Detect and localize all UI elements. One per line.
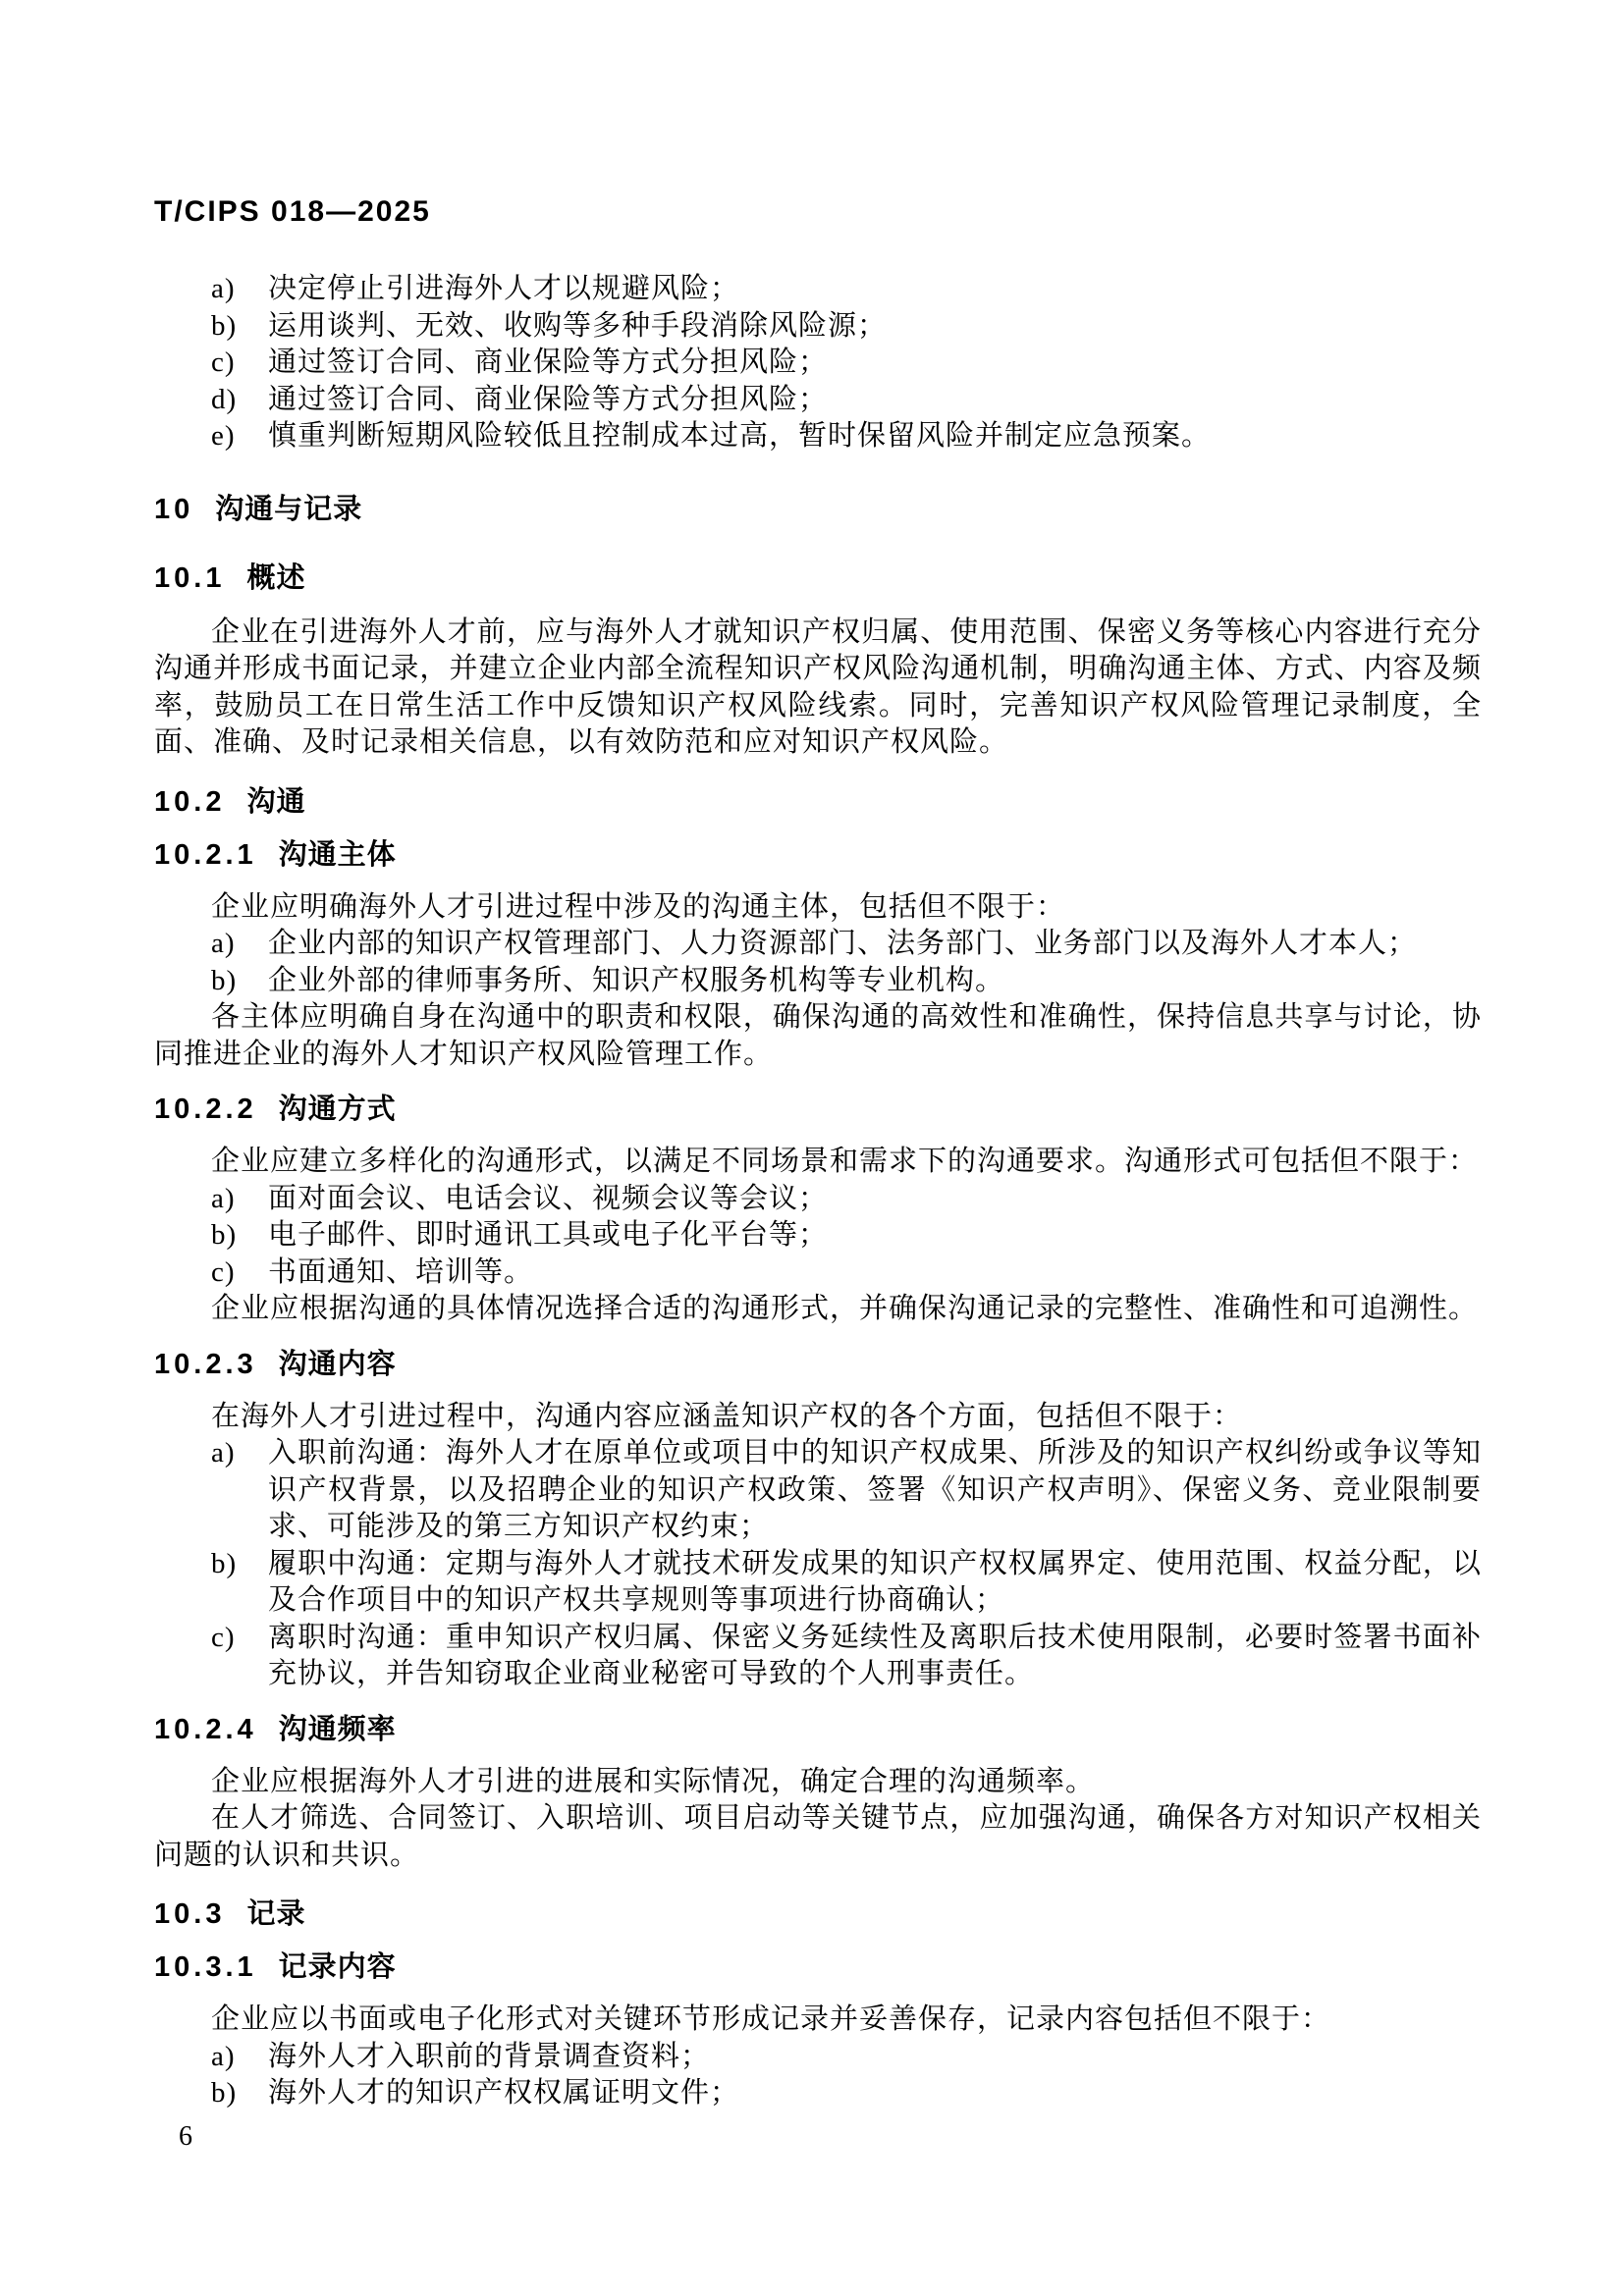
record-content-list	[154, 2039, 1482, 2112]
list-item-text: 通过签订合同、商业保险等方式分担风险；	[268, 347, 829, 378]
section-heading-10-2-4	[154, 1713, 1482, 1746]
risk-treatment-list	[154, 271, 1482, 455]
record-content-body	[154, 2002, 1482, 2112]
list-item-text: 慎重判断短期风险较低且控制成本过高，暂时保留风险并制定应急预案。	[268, 420, 1212, 452]
communication-methods-list	[154, 1181, 1482, 1292]
list-item-marker: b)	[211, 964, 238, 996]
page-number: 6	[179, 2120, 192, 2152]
page-content	[154, 0, 1482, 2154]
list-intro: 在海外人才引进过程中，沟通内容应涵盖知识产权的各个方面，包括但不限于：	[211, 1400, 1243, 1432]
section-heading-10-2-1	[154, 838, 1482, 872]
paragraph: 企业应根据海外人才引进的进展和实际情况，确定合理的沟通频率。	[211, 1765, 1096, 1797]
list-item-text: 海外人才入职前的背景调查资料；	[268, 2040, 711, 2072]
list-item	[154, 1435, 1482, 1546]
list-item-text: 通过签订合同、商业保险等方式分担风险；	[268, 383, 829, 415]
section-heading-10-3	[154, 1897, 1482, 1931]
list-item-marker: c)	[211, 1255, 236, 1288]
list-intro: 企业应明确海外人才引进过程中涉及的沟通主体，包括但不限于：	[211, 890, 1066, 923]
list-item-text: 企业内部的知识产权管理部门、人力资源部门、法务部门、业务部门以及海外人才本人；	[268, 928, 1418, 959]
section-title: 沟通	[246, 785, 306, 818]
list-item-marker: a)	[211, 1182, 236, 1214]
list-item	[154, 382, 1482, 419]
communication-content-list	[154, 1435, 1482, 1693]
list-item-text: 书面通知、培训等。	[268, 1255, 534, 1288]
list-item	[154, 1181, 1482, 1218]
section-title: 概述	[246, 561, 306, 594]
list-item-text: 离职时沟通：重申知识产权归属、保密义务延续性及离职后技术使用限制，必要时签署书面补充协议，并告知窃取企业商业秘密可导致的个人刑事责任。	[268, 1621, 1482, 1689]
list-item-text: 企业外部的律师事务所、知识产权服务机构等专业机构。	[268, 964, 1005, 996]
section-title: 沟通内容	[278, 1348, 397, 1380]
list-item-text: 海外人才的知识产权权属证明文件；	[268, 2077, 740, 2109]
list-item	[154, 345, 1482, 382]
section-heading-10-3-1	[154, 1950, 1482, 1984]
communication-frequency-body	[154, 1764, 1482, 1875]
list-item	[154, 418, 1482, 455]
section-heading-10-1	[154, 561, 1482, 595]
section-number: 10.3.1	[154, 1951, 257, 1983]
list-item-marker: c)	[211, 1621, 236, 1653]
list-item-marker: a)	[211, 1437, 236, 1468]
section-heading-10-2-2	[154, 1093, 1482, 1126]
list-item	[154, 1217, 1482, 1255]
list-item	[154, 926, 1482, 963]
list-item	[154, 963, 1482, 1000]
list-outro: 企业应根据沟通的具体情况选择合适的沟通形式，并确保沟通记录的完整性、准确性和可追溯性。	[211, 1293, 1479, 1324]
section-title: 记录	[246, 1898, 306, 1930]
communication-subjects-body	[154, 889, 1482, 1074]
communication-methods-body	[154, 1144, 1482, 1328]
list-item	[154, 271, 1482, 308]
list-item	[154, 2075, 1482, 2112]
section-heading-10-2	[154, 785, 1482, 819]
list-item-marker: c)	[211, 347, 236, 378]
list-item-text: 面对面会议、电话会议、视频会议等会议；	[268, 1182, 829, 1214]
list-outro: 各主体应明确自身在沟通中的职责和权限，确保沟通的高效性和准确性，保持信息共享与讨论，协同推进企业的海外人才知识产权风险管理工作。	[154, 1001, 1482, 1070]
list-item-marker: b)	[211, 309, 238, 342]
section-heading-10-2-3	[154, 1348, 1482, 1381]
list-intro: 企业应以书面或电子化形式对关键环节形成记录并妥善保存，记录内容包括但不限于：	[211, 2003, 1331, 2035]
list-item	[154, 2039, 1482, 2076]
section-heading-10	[154, 493, 1482, 526]
list-item-text: 电子邮件、即时通讯工具或电子化平台等；	[268, 1219, 829, 1251]
paragraph: 企业在引进海外人才前，应与海外人才就知识产权归属、使用范围、保密义务等核心内容进行充分沟通并形成书面记录，并建立企业内部全流程知识产权风险沟通机制，明确沟通主体、方式、内容及频率，鼓励员工在日常生活工作中反馈知识产权风险线索。同时，完善知识产权风险管理记录制度，全面、准确、及时记录相关信息，以有效防范和应对知识产权风险。	[154, 615, 1482, 758]
list-item-text: 入职前沟通：海外人才在原单位或项目中的知识产权成果、所涉及的知识产权纠纷或争议等知识产权背景，以及招聘企业的知识产权政策、签署《知识产权声明》、保密义务、竞业限制要求、可能涉及的第三方知识产权约束；	[268, 1437, 1482, 1542]
section-number: 10.2	[154, 785, 226, 818]
section-title: 沟通频率	[278, 1713, 397, 1745]
list-item-text: 运用谈判、无效、收购等多种手段消除风险源；	[268, 309, 888, 342]
section-title: 记录内容	[278, 1951, 397, 1983]
section-number: 10	[154, 493, 194, 525]
list-item-text: 决定停止引进海外人才以规避风险；	[268, 273, 740, 304]
list-item-marker: b)	[211, 1547, 238, 1579]
section-number: 10.2.1	[154, 838, 257, 871]
communication-content-body	[154, 1399, 1482, 1693]
list-item-marker: e)	[211, 420, 236, 452]
section-number: 10.2.2	[154, 1094, 257, 1125]
list-item	[154, 1546, 1482, 1620]
list-item-marker: a)	[211, 928, 236, 959]
section-number: 10.2.4	[154, 1713, 257, 1745]
paragraph: 在人才筛选、合同签订、入职培训、项目启动等关键节点，应加强沟通，确保各方对知识产权相关问题的认识和共识。	[154, 1802, 1482, 1871]
list-item	[154, 308, 1482, 346]
document-code-header: T/CIPS 018—2025	[154, 195, 431, 228]
section-title: 沟通方式	[278, 1094, 397, 1125]
section-number: 10.2.3	[154, 1348, 257, 1380]
list-item-marker: b)	[211, 1219, 238, 1251]
section-number: 10.3	[154, 1898, 226, 1930]
list-item-marker: a)	[211, 273, 236, 304]
section-title: 沟通主体	[278, 838, 397, 871]
list-item	[154, 1255, 1482, 1292]
list-intro: 企业应建立多样化的沟通形式，以满足不同场景和需求下的沟通要求。沟通形式可包括但不限于：	[211, 1146, 1479, 1177]
list-item-marker: d)	[211, 383, 238, 415]
section-number: 10.1	[154, 561, 226, 594]
communication-subjects-list	[154, 926, 1482, 999]
overview-body	[154, 614, 1482, 762]
list-item	[154, 1620, 1482, 1693]
list-item-marker: a)	[211, 2040, 236, 2072]
list-item-marker: b)	[211, 2077, 238, 2109]
section-title: 沟通与记录	[215, 493, 363, 525]
list-item-text: 履职中沟通：定期与海外人才就技术研发成果的知识产权权属界定、使用范围、权益分配，以及合作项目中的知识产权共享规则等事项进行协商确认；	[268, 1547, 1482, 1616]
